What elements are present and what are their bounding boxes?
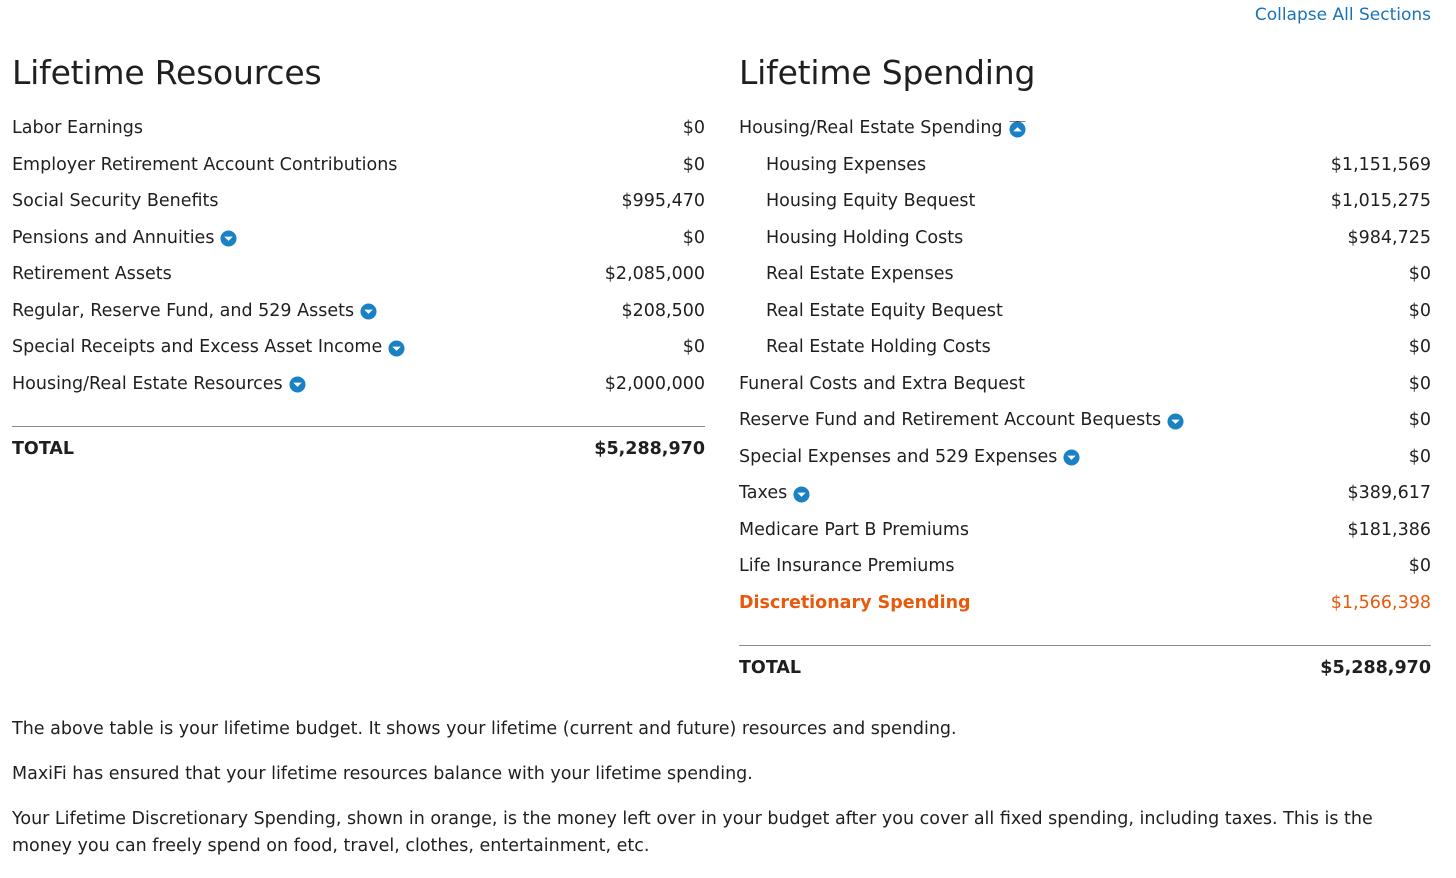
lifetime-spending-section — [739, 50, 1431, 690]
spending-row-value: $1,151,569 — [1330, 154, 1431, 175]
resources-row-employer-retirement-account-contributions — [12, 147, 705, 184]
spending-row-label — [739, 118, 1026, 138]
spending-row-label-text: Housing Expenses — [766, 154, 927, 175]
spending-row-label-text: Real Estate Expenses — [766, 264, 954, 285]
spending-row-label — [766, 155, 926, 175]
resources-list — [12, 110, 705, 402]
lifetime-resources-section — [12, 50, 705, 471]
spending-row-label — [766, 337, 991, 357]
spending-row-label — [739, 447, 1080, 467]
resources-row-value: $208,500 — [621, 300, 705, 321]
spending-row-value: $389,617 — [1347, 483, 1431, 504]
resources-row-housing-real-estate-resources[interactable] — [12, 366, 705, 403]
spending-row-label-text: Housing Holding Costs — [766, 227, 964, 248]
expand-down-icon[interactable] — [360, 303, 377, 320]
resources-row-label-text: Regular, Reserve Fund, and 529 Assets — [12, 300, 355, 321]
spending-row-discretionary-spending — [739, 585, 1431, 622]
resources-row-label — [12, 374, 306, 394]
spending-row-label — [739, 556, 955, 576]
resources-row-pensions-and-annuities[interactable] — [12, 220, 705, 257]
resources-row-value: $2,000,000 — [604, 373, 705, 394]
spending-total-row — [739, 646, 1431, 690]
resources-row-label-text: Social Security Benefits — [12, 191, 219, 212]
spending-row-label-text: Medicare Part B Premiums — [739, 519, 969, 540]
resources-row-label-text: Housing/Real Estate Resources — [12, 373, 283, 394]
spending-row-label — [739, 374, 1025, 394]
resources-row-label — [12, 155, 397, 175]
spending-row-value: $1,015,275 — [1330, 191, 1431, 212]
resources-row-label — [12, 228, 237, 248]
spending-row-value: $0 — [1408, 373, 1431, 394]
spending-row-value: $181,386 — [1347, 519, 1431, 540]
spending-total-value: $5,288,970 — [1320, 658, 1431, 678]
collapse-all-sections-link[interactable]: Collapse All Sections — [1254, 5, 1431, 25]
spending-row-label-text: Funeral Costs and Extra Bequest — [739, 373, 1025, 394]
expand-down-icon[interactable] — [1063, 449, 1080, 466]
expand-down-icon[interactable] — [220, 230, 237, 247]
spending-row-label — [766, 191, 975, 211]
resources-row-value: $0 — [682, 118, 705, 139]
spending-row-label — [739, 410, 1184, 430]
spending-row-value: $0 — [1408, 446, 1431, 467]
resources-total-label: TOTAL — [12, 439, 75, 459]
resources-row-value: $0 — [682, 227, 705, 248]
spending-row-life-insurance-premiums — [739, 548, 1431, 585]
note-paragraph: MaxiFi has ensured that your lifetime resources balance with your lifetime spending. — [12, 764, 753, 784]
spending-row-label-text: Reserve Fund and Retirement Account Bequests — [739, 410, 1162, 431]
resources-row-label — [12, 118, 143, 138]
spending-row-reserve-fund-and-retirement-account-bequests[interactable] — [739, 402, 1431, 439]
spending-row-housing-holding-costs — [739, 220, 1431, 257]
spending-row-real-estate-equity-bequest — [739, 293, 1431, 330]
expand-down-icon[interactable] — [289, 376, 306, 393]
resources-row-label — [12, 264, 172, 284]
spending-row-value: $0 — [1408, 337, 1431, 358]
lifetime-resources-title: Lifetime Resources — [12, 53, 322, 92]
resources-row-value: $995,470 — [621, 191, 705, 212]
resources-row-value: $2,085,000 — [604, 264, 705, 285]
spending-row-label-text: Discretionary Spending — [739, 592, 971, 613]
resources-row-value: $0 — [682, 154, 705, 175]
spending-row-special-expenses-and-529-expenses[interactable] — [739, 439, 1431, 476]
resources-row-label-text: Pensions and Annuities — [12, 227, 215, 248]
spending-row-medicare-part-b-premiums — [739, 512, 1431, 549]
resources-row-retirement-assets — [12, 256, 705, 293]
resources-row-value: $0 — [682, 337, 705, 358]
resources-row-labor-earnings — [12, 110, 705, 147]
spending-row-label-text: Real Estate Equity Bequest — [766, 300, 1003, 321]
spending-row-label-text: Life Insurance Premiums — [739, 556, 955, 577]
spending-row-label — [739, 483, 810, 503]
note-paragraph: Your Lifetime Discretionary Spending, shown in orange, is the money left over in your budget after you cover all fixed spending, including taxes. This is the money you can freely spend on food, travel, clothes, entertainment, etc. — [12, 809, 1373, 856]
resources-row-special-receipts-and-excess-asset-income[interactable] — [12, 329, 705, 366]
resources-row-label-text: Special Receipts and Excess Asset Income — [12, 337, 383, 358]
spending-row-label-text: Housing/Real Estate Spending — [739, 118, 1003, 139]
resources-row-label — [12, 191, 219, 211]
spending-row-label — [766, 301, 1003, 321]
spending-row-housing-expenses — [739, 147, 1431, 184]
spending-row-label-text: Taxes — [739, 483, 788, 504]
resources-row-label — [12, 301, 377, 321]
resources-row-social-security-benefits — [12, 183, 705, 220]
spending-row-taxes[interactable] — [739, 475, 1431, 512]
spending-row-housing-equity-bequest — [739, 183, 1431, 220]
resources-total-row — [12, 427, 705, 471]
budget-notes — [12, 716, 1432, 878]
spending-row-label-text: Special Expenses and 529 Expenses — [739, 446, 1058, 467]
resources-row-label-text: Retirement Assets — [12, 264, 172, 285]
resources-row-label-text: Employer Retirement Account Contributions — [12, 154, 398, 175]
spending-row-label-text: Housing Equity Bequest — [766, 191, 976, 212]
spending-total-label: TOTAL — [739, 658, 802, 678]
spending-row-value: $0 — [1408, 300, 1431, 321]
note-paragraph: The above table is your lifetime budget. It shows your lifetime (current and future) resources and spending. — [12, 719, 957, 739]
spending-row-label — [739, 593, 971, 613]
spending-row-value: $0 — [1408, 556, 1431, 577]
spending-row-label-text: Real Estate Holding Costs — [766, 337, 991, 358]
spending-row-funeral-costs-and-extra-bequest — [739, 366, 1431, 403]
resources-row-label — [12, 337, 405, 357]
resources-row-regular-reserve-fund-and-529-assets[interactable] — [12, 293, 705, 330]
resources-total-value: $5,288,970 — [594, 439, 705, 459]
expand-down-icon[interactable] — [388, 340, 405, 357]
expand-down-icon[interactable] — [793, 486, 810, 503]
spending-row-value: $984,725 — [1347, 227, 1431, 248]
spending-row-label — [739, 520, 969, 540]
spending-list — [739, 110, 1431, 621]
expand-down-icon[interactable] — [1167, 413, 1184, 430]
spending-row-label — [766, 228, 963, 248]
spending-row-value: $0 — [1408, 264, 1431, 285]
spending-row-label — [766, 264, 954, 284]
spending-row-value: $0 — [1408, 410, 1431, 431]
collapse-up-icon[interactable] — [1009, 121, 1026, 138]
spending-row-housing-real-estate-spending[interactable] — [739, 110, 1431, 147]
resources-row-label-text: Labor Earnings — [12, 118, 143, 139]
spending-row-real-estate-expenses — [739, 256, 1431, 293]
lifetime-spending-title: Lifetime Spending — [739, 53, 1036, 92]
spending-row-real-estate-holding-costs — [739, 329, 1431, 366]
spending-row-value: $1,566,398 — [1330, 592, 1431, 613]
